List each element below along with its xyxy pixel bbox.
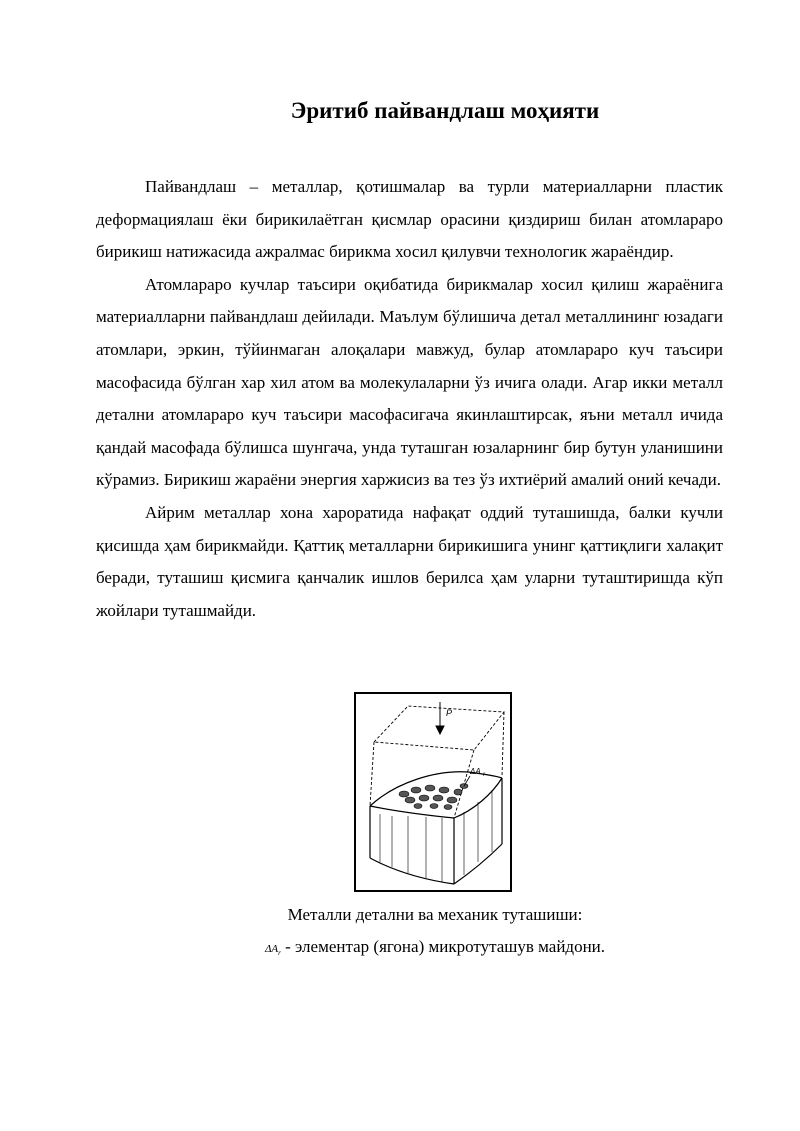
area-label-sub: r bbox=[483, 772, 485, 778]
paragraph-3: Айрим металлар хона хароратида нафақат оддий туташишда, балки кучли қисишда ҳам бирикмайди. Қаттиқ металларни бирикишига унинг қаттиқлиги халақит беради, туташиш қисмига қанчалик ишлов берилса ҳам уларни туташтиришда кўп жойлари туташмайди. bbox=[96, 502, 723, 620]
legend-symbol-sub: r bbox=[278, 949, 281, 958]
paragraph-1: Пайвандлаш – металлар, қотишмалар ва турли материалларни пластик деформациялаш ёки бирикилаётган қисмлар орасини қиздириш билан атомлараро бирикиш натижасида ажралмас бирикма хосил қилувчи технологик жараёндир. bbox=[96, 177, 723, 262]
force-arrow bbox=[436, 702, 444, 734]
figure-caption: Металли детални ва механик туташиши: bbox=[287, 905, 583, 924]
legend-symbol bbox=[264, 943, 281, 958]
area-label: ΔA bbox=[470, 767, 481, 776]
figure-metal-contact bbox=[354, 692, 512, 892]
figure-legend bbox=[0, 932, 800, 968]
page-title: Эритиб пайвандлаш моҳияти bbox=[290, 98, 600, 123]
legend-symbol-main: ΔA bbox=[264, 943, 279, 955]
force-label: P bbox=[446, 708, 453, 718]
lower-block bbox=[370, 778, 502, 884]
metal-contact-diagram bbox=[356, 694, 510, 890]
legend-text: - элементар (ягона) микротуташув майдони. bbox=[280, 937, 606, 956]
paragraph-2: Атомлараро кучлар таъсири оқибатида бирикмалар хосил қилиш жараёнига материалларни пайвандлаш дейилади. Маълум бўлишича детал металлининг юзадаги атомлари, эркин, тўйинмаган алоқалари мавжуд, булар атомлараро куч таъсири масофасида бўлган хар хил атом ва молекулаларни ўз ичига олади. Агар икки металл детални атомлараро куч таъсири масофасигача якинлаштирсак, яъни металл ичида қандай масофада бўлишса шунгача, унда туташган юзаларнинг бир бутун уланишини кўрамиз. Бирикиш жараёни энергия харжисиз ва тез ўз ихтиёрий амалий оний кечади. bbox=[96, 274, 723, 490]
body-text bbox=[96, 171, 723, 627]
